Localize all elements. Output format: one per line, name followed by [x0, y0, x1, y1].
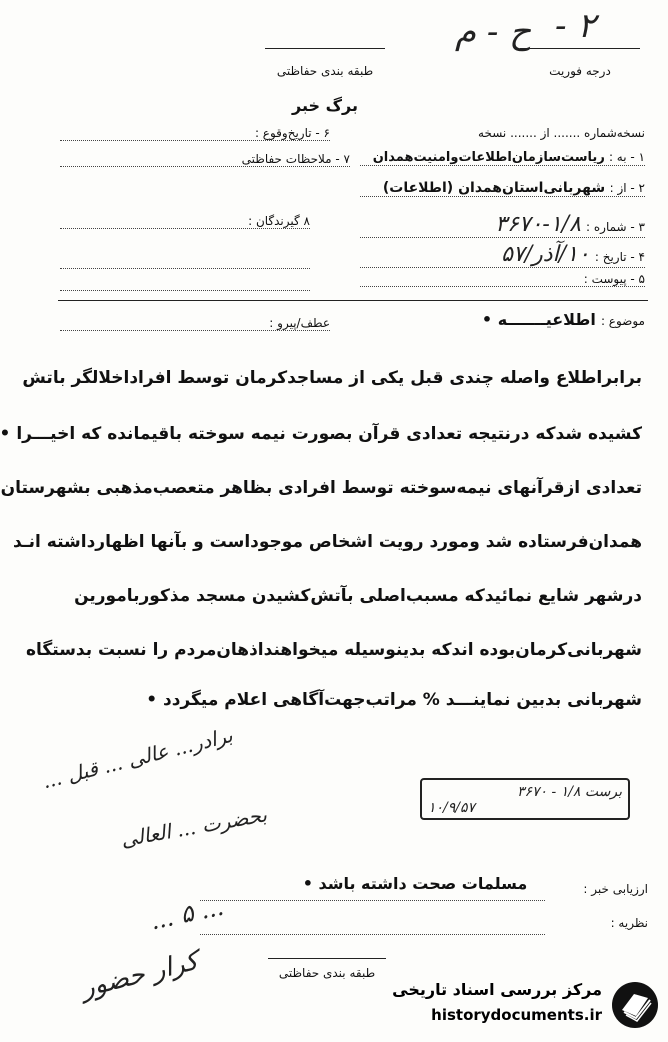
stamp-label: برست ۱/۸ - ۳۶۷۰: [516, 784, 622, 800]
blank-line-2: [60, 282, 310, 291]
footer-classification-label: طبقه بندی حفاظتی: [278, 966, 376, 980]
body-line-7: شهربانی بدبین نماینـــد % مراتب‌جهت‌آگاهی اعلام میگردد •: [146, 690, 642, 710]
body-line-5: درشهر شایع نمائیدکه مسبب‌اصلی بآتش‌کشیدن مسجد مذکوربامورین: [74, 586, 642, 606]
attachment-label: ۵ - پیوست :: [583, 272, 645, 286]
evaluation-statement: مسلمات صحت داشته باشد •: [302, 874, 528, 893]
number-label: ۳ - شماره :: [586, 220, 645, 234]
subject-label: موضوع :: [600, 314, 645, 328]
event-date-label: ۶ - تاریخ‌وقوع :: [254, 126, 330, 140]
notes-label: ۷ - ملاحظات حفاظتی: [241, 152, 350, 166]
received-stamp: [420, 778, 630, 820]
watermark-url: historydocuments.ir: [431, 1006, 602, 1024]
body-line-2: کشیده شدکه درنتیجه تعدادی قرآن بصورت نیمه سوخته باقیمانده که اخیـــرا •: [0, 424, 642, 444]
handwritten-digit: ۲ -: [555, 6, 596, 46]
urgency-label: درجه فوریت: [549, 64, 611, 78]
classification-line: [265, 48, 385, 49]
header-divider: [58, 300, 648, 301]
date-label: ۴ - تاریخ :: [594, 250, 645, 264]
news-eval-line: [200, 894, 545, 901]
reference-label: عطف/پیرو :: [269, 316, 330, 330]
body-line-4: همدان‌فرستاده شد ومورد رویت اشخاص موجوداست و بآنها اظهارداشته انـد: [13, 532, 642, 552]
stamp-value: ۱۰/۹/۵۷: [428, 800, 476, 816]
number-value: ۱/۸-۳۶۷۰: [495, 212, 581, 237]
attachment-field: [360, 272, 645, 287]
body-line-3: تعدادی ازقرآنهای نیمه‌سوخته توسط افرادی بظاهر متعصب‌مذهبی بشهرستان: [0, 478, 642, 498]
notes-field: [60, 152, 350, 167]
recipients-label: ۸ گیرندگان :: [248, 214, 310, 228]
subject-value: اطلاعیـــــــه •: [481, 310, 596, 329]
urgency-line: [520, 48, 640, 49]
classification-label: طبقه بندی حفاظتی: [276, 64, 374, 78]
event-date-field: [60, 126, 330, 141]
handwritten-note-2: بحضرت ... العالی: [119, 802, 269, 852]
from-label: ۲ - از :: [609, 181, 645, 195]
to-field: [360, 150, 645, 166]
book-logo-icon: [610, 980, 660, 1030]
date-field: [360, 242, 645, 268]
watermark: [380, 976, 664, 1036]
form-title: برگ خبر: [292, 96, 358, 115]
handwritten-note-3: ... ۵ ...: [147, 892, 227, 936]
blank-line-1: [60, 258, 310, 269]
number-field: [360, 212, 645, 238]
handwritten-code: ح - م: [455, 12, 532, 52]
body-line-1: برابراطلاع واصله چندی قبل یکی از مساجدکرمان توسط افراداخلالگر باتش: [22, 368, 642, 388]
opinion-label: نظریه :: [610, 916, 648, 930]
date-value: ۱۰/آذر/۵۷: [501, 242, 590, 267]
handwritten-note-4: کرار حضور: [78, 946, 202, 1004]
footer-classification-line: [268, 958, 386, 959]
to-label: ۱ - به :: [608, 150, 645, 164]
from-value: شهربانی‌استان‌همدان (اطلاعات): [382, 180, 606, 196]
opinion-line: [200, 928, 545, 935]
to-value: ریاست‌سازمان‌اطلاعات‌وامنیت‌همدان: [372, 150, 605, 165]
handwritten-note-1: برادر... عالی ... قبل ...: [40, 722, 235, 794]
body-line-6: شهربانی‌کرمان‌بوده اندکه بدینوسیله میخواهنداذهان‌مردم را نسبت بدستگاه: [25, 640, 642, 660]
copy-line: نسخه‌شماره ....... از ....... نسخه: [478, 126, 645, 140]
subject-field: [360, 310, 645, 329]
news-eval-label: ارزیابی خبر :: [583, 882, 648, 896]
recipients-field: [60, 214, 310, 229]
watermark-title: مرکز بررسی اسناد تاریخی: [392, 980, 602, 999]
from-field: [360, 180, 645, 197]
reference-field: [60, 316, 330, 331]
